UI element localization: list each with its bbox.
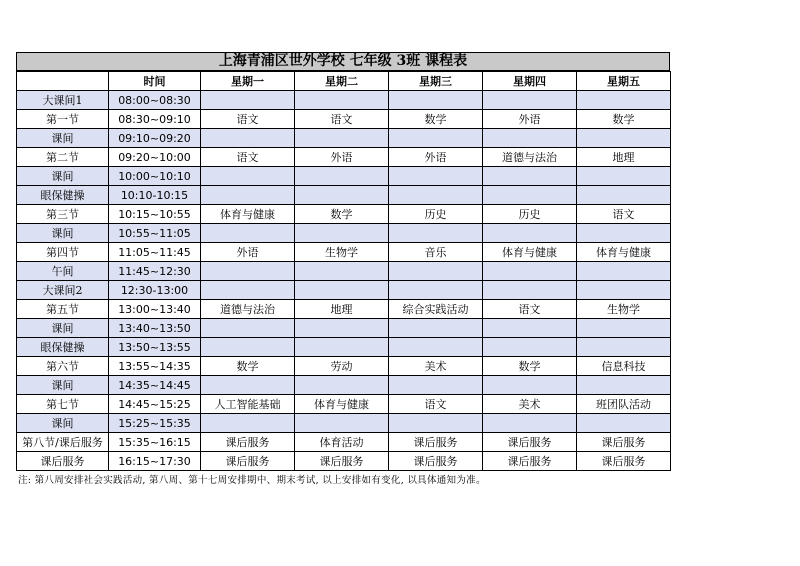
monday-cell: 道德与法治 — [201, 300, 295, 319]
monday-cell — [201, 186, 295, 205]
friday-cell: 语文 — [577, 205, 671, 224]
tuesday-cell: 体育活动 — [295, 433, 389, 452]
friday-cell — [577, 167, 671, 186]
tuesday-cell — [295, 167, 389, 186]
friday-cell — [577, 338, 671, 357]
friday-cell: 课后服务 — [577, 452, 671, 471]
monday-cell — [201, 414, 295, 433]
table-row — [17, 338, 671, 357]
wednesday-cell: 数学 — [389, 110, 483, 129]
header-time: 时间 — [109, 72, 201, 91]
thursday-cell — [483, 281, 577, 300]
tuesday-cell — [295, 224, 389, 243]
wednesday-cell — [389, 167, 483, 186]
table-row — [17, 452, 671, 471]
tuesday-cell — [295, 338, 389, 357]
thursday-cell — [483, 91, 577, 110]
period-cell: 第四节 — [17, 243, 109, 262]
time-cell: 15:25~15:35 — [109, 414, 201, 433]
header-period — [17, 72, 109, 91]
friday-cell — [577, 224, 671, 243]
thursday-cell — [483, 129, 577, 148]
period-cell: 午间 — [17, 262, 109, 281]
friday-cell: 生物学 — [577, 300, 671, 319]
period-cell: 第八节/课后服务 — [17, 433, 109, 452]
tuesday-cell — [295, 186, 389, 205]
table-row — [17, 300, 671, 319]
header-tuesday: 星期二 — [295, 72, 389, 91]
friday-cell: 班团队活动 — [577, 395, 671, 414]
time-cell: 14:35~14:45 — [109, 376, 201, 395]
thursday-cell — [483, 338, 577, 357]
monday-cell: 人工智能基础 — [201, 395, 295, 414]
friday-cell — [577, 414, 671, 433]
time-cell: 10:00~10:10 — [109, 167, 201, 186]
wednesday-cell — [389, 186, 483, 205]
time-cell: 10:15~10:55 — [109, 205, 201, 224]
friday-cell — [577, 376, 671, 395]
tuesday-cell: 数学 — [295, 205, 389, 224]
header-thursday: 星期四 — [483, 72, 577, 91]
table-row — [17, 91, 671, 110]
wednesday-cell — [389, 376, 483, 395]
thursday-cell: 体育与健康 — [483, 243, 577, 262]
time-cell: 13:50~13:55 — [109, 338, 201, 357]
period-cell: 第二节 — [17, 148, 109, 167]
thursday-cell: 历史 — [483, 205, 577, 224]
period-cell: 课后服务 — [17, 452, 109, 471]
monday-cell — [201, 167, 295, 186]
time-cell: 15:35~16:15 — [109, 433, 201, 452]
wednesday-cell: 课后服务 — [389, 433, 483, 452]
period-cell: 大课间2 — [17, 281, 109, 300]
thursday-cell: 数学 — [483, 357, 577, 376]
monday-cell — [201, 281, 295, 300]
time-cell: 08:30~09:10 — [109, 110, 201, 129]
time-cell: 12:30-13:00 — [109, 281, 201, 300]
time-cell: 08:00~08:30 — [109, 91, 201, 110]
friday-cell: 信息科技 — [577, 357, 671, 376]
wednesday-cell — [389, 129, 483, 148]
period-cell: 课间 — [17, 224, 109, 243]
wednesday-cell — [389, 281, 483, 300]
thursday-cell — [483, 167, 577, 186]
tuesday-cell — [295, 281, 389, 300]
thursday-cell: 外语 — [483, 110, 577, 129]
period-cell: 第五节 — [17, 300, 109, 319]
time-cell: 09:20~10:00 — [109, 148, 201, 167]
friday-cell: 课后服务 — [577, 433, 671, 452]
thursday-cell — [483, 224, 577, 243]
friday-cell — [577, 262, 671, 281]
monday-cell — [201, 129, 295, 148]
tuesday-cell: 外语 — [295, 148, 389, 167]
thursday-cell — [483, 319, 577, 338]
wednesday-cell: 美术 — [389, 357, 483, 376]
monday-cell — [201, 91, 295, 110]
footnote: 注: 第八周安排社会实践活动, 第八周、第十七周安排期中、期末考试, 以上安排如有变化, 以具体通知为准。 — [18, 475, 486, 486]
header-wednesday: 星期三 — [389, 72, 483, 91]
table-row — [17, 262, 671, 281]
table-row — [17, 224, 671, 243]
wednesday-cell: 外语 — [389, 148, 483, 167]
timetable-body — [17, 91, 671, 471]
table-row — [17, 395, 671, 414]
time-cell: 13:40~13:50 — [109, 319, 201, 338]
monday-cell: 体育与健康 — [201, 205, 295, 224]
friday-cell — [577, 186, 671, 205]
table-row — [17, 148, 671, 167]
friday-cell: 体育与健康 — [577, 243, 671, 262]
wednesday-cell: 综合实践活动 — [389, 300, 483, 319]
time-cell: 10:10-10:15 — [109, 186, 201, 205]
monday-cell — [201, 376, 295, 395]
monday-cell — [201, 224, 295, 243]
thursday-cell — [483, 414, 577, 433]
table-row — [17, 414, 671, 433]
table-row — [17, 357, 671, 376]
tuesday-cell — [295, 129, 389, 148]
tuesday-cell: 生物学 — [295, 243, 389, 262]
friday-cell — [577, 91, 671, 110]
tuesday-cell: 体育与健康 — [295, 395, 389, 414]
period-cell: 课间 — [17, 414, 109, 433]
tuesday-cell — [295, 91, 389, 110]
time-cell: 10:55~11:05 — [109, 224, 201, 243]
wednesday-cell: 课后服务 — [389, 452, 483, 471]
monday-cell: 语文 — [201, 148, 295, 167]
time-cell: 13:00~13:40 — [109, 300, 201, 319]
thursday-cell: 课后服务 — [483, 452, 577, 471]
timetable-title: 上海青浦区世外学校 七年级 3班 课程表 — [16, 52, 670, 71]
table-row — [17, 243, 671, 262]
tuesday-cell: 课后服务 — [295, 452, 389, 471]
thursday-cell — [483, 186, 577, 205]
friday-cell: 地理 — [577, 148, 671, 167]
time-cell: 11:05~11:45 — [109, 243, 201, 262]
timetable — [16, 71, 671, 471]
wednesday-cell: 语文 — [389, 395, 483, 414]
wednesday-cell: 历史 — [389, 205, 483, 224]
thursday-cell: 道德与法治 — [483, 148, 577, 167]
wednesday-cell: 音乐 — [389, 243, 483, 262]
period-cell: 课间 — [17, 319, 109, 338]
tuesday-cell — [295, 414, 389, 433]
monday-cell: 外语 — [201, 243, 295, 262]
monday-cell: 课后服务 — [201, 452, 295, 471]
period-cell: 第三节 — [17, 205, 109, 224]
wednesday-cell — [389, 414, 483, 433]
wednesday-cell — [389, 262, 483, 281]
table-row — [17, 129, 671, 148]
tuesday-cell — [295, 319, 389, 338]
wednesday-cell — [389, 224, 483, 243]
friday-cell — [577, 281, 671, 300]
table-row — [17, 319, 671, 338]
friday-cell — [577, 129, 671, 148]
monday-cell — [201, 262, 295, 281]
tuesday-cell: 地理 — [295, 300, 389, 319]
period-cell: 课间 — [17, 129, 109, 148]
table-row — [17, 376, 671, 395]
time-cell: 11:45~12:30 — [109, 262, 201, 281]
period-cell: 眼保健操 — [17, 338, 109, 357]
friday-cell: 数学 — [577, 110, 671, 129]
table-row — [17, 433, 671, 452]
friday-cell — [577, 319, 671, 338]
thursday-cell: 语文 — [483, 300, 577, 319]
wednesday-cell — [389, 91, 483, 110]
table-row — [17, 110, 671, 129]
time-cell: 09:10~09:20 — [109, 129, 201, 148]
wednesday-cell — [389, 338, 483, 357]
thursday-cell — [483, 262, 577, 281]
wednesday-cell — [389, 319, 483, 338]
header-monday: 星期一 — [201, 72, 295, 91]
table-row — [17, 186, 671, 205]
period-cell: 课间 — [17, 376, 109, 395]
period-cell: 第七节 — [17, 395, 109, 414]
time-cell: 14:45~15:25 — [109, 395, 201, 414]
header-friday: 星期五 — [577, 72, 671, 91]
monday-cell: 语文 — [201, 110, 295, 129]
monday-cell: 数学 — [201, 357, 295, 376]
period-cell: 眼保健操 — [17, 186, 109, 205]
period-cell: 课间 — [17, 167, 109, 186]
tuesday-cell: 劳动 — [295, 357, 389, 376]
time-cell: 16:15~17:30 — [109, 452, 201, 471]
period-cell: 大课间1 — [17, 91, 109, 110]
header-row — [17, 72, 671, 91]
tuesday-cell — [295, 376, 389, 395]
table-row — [17, 205, 671, 224]
thursday-cell — [483, 376, 577, 395]
period-cell: 第一节 — [17, 110, 109, 129]
tuesday-cell — [295, 262, 389, 281]
table-row — [17, 281, 671, 300]
thursday-cell: 课后服务 — [483, 433, 577, 452]
time-cell: 13:55~14:35 — [109, 357, 201, 376]
monday-cell — [201, 338, 295, 357]
monday-cell: 课后服务 — [201, 433, 295, 452]
table-row — [17, 167, 671, 186]
period-cell: 第六节 — [17, 357, 109, 376]
monday-cell — [201, 319, 295, 338]
thursday-cell: 美术 — [483, 395, 577, 414]
tuesday-cell: 语文 — [295, 110, 389, 129]
